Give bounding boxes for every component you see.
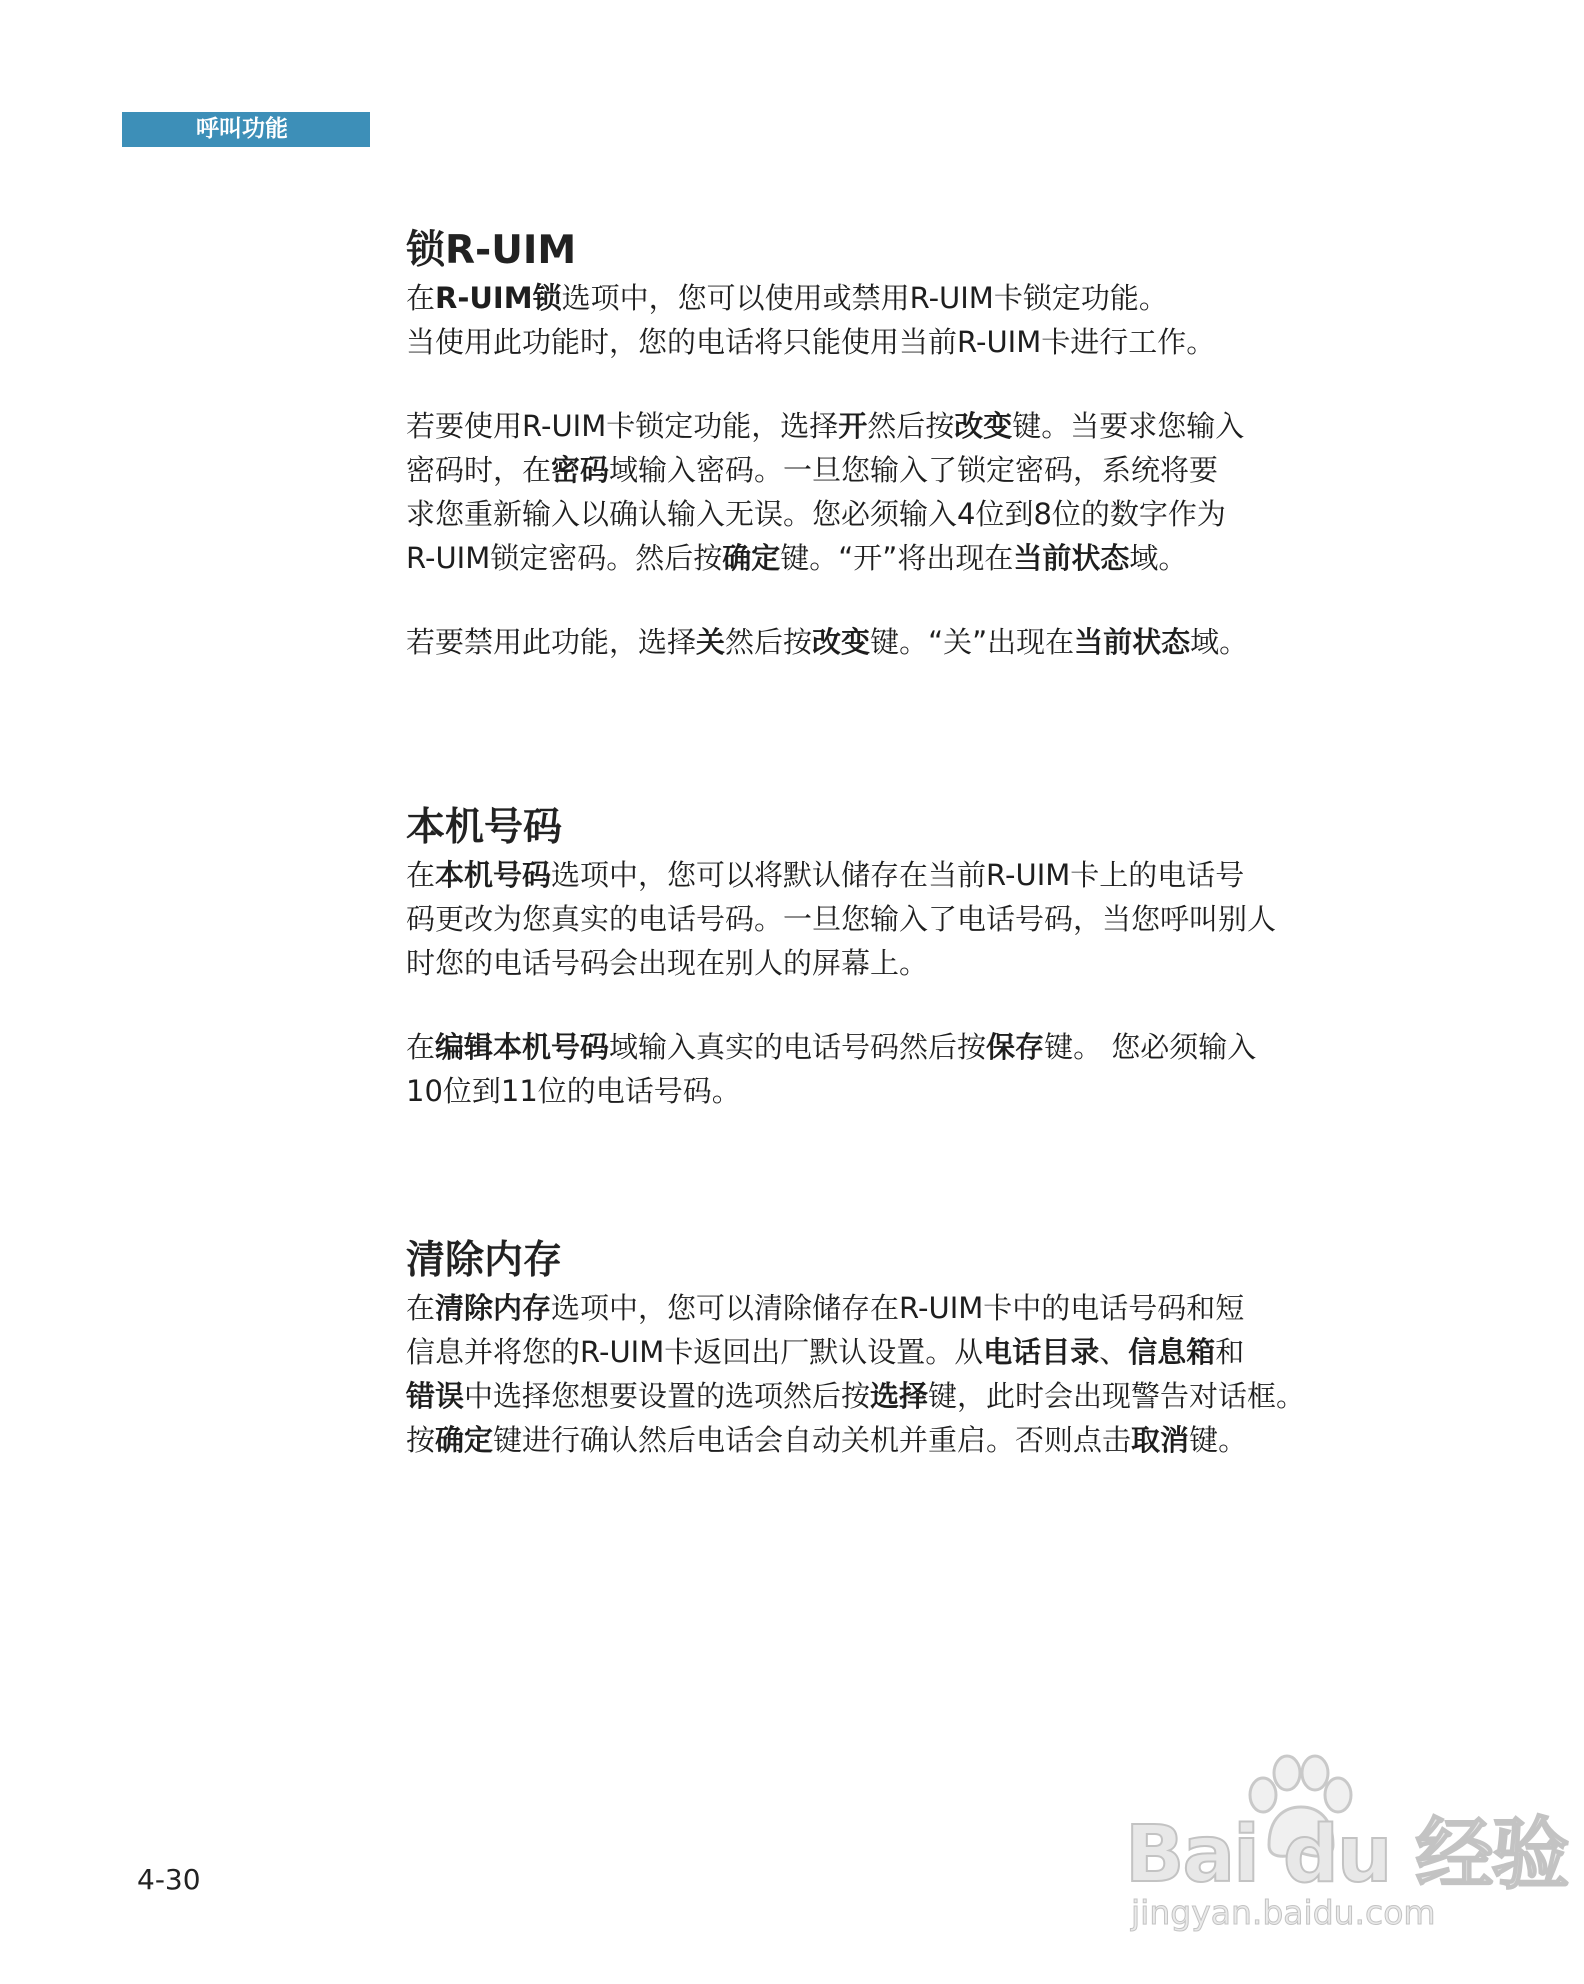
text-run: 时您的电话号码会出现在别人的屏幕上。: [406, 946, 929, 980]
text-run: 选项中，您可以使用或禁用R-UIM卡锁定功能。: [561, 281, 1168, 315]
bold-term: 编辑本机号码: [435, 1030, 610, 1064]
section-tab: [122, 112, 370, 147]
bold-term: 改变: [812, 625, 871, 659]
text-run: 然后按: [725, 625, 813, 659]
bold-term: 开: [838, 409, 868, 443]
page-number: 4-30: [137, 1863, 201, 1896]
text-run: 在: [406, 1291, 436, 1325]
text-run: 中选择您想要设置的选项然后按: [464, 1379, 871, 1413]
section-title: 锁R-UIM: [406, 228, 577, 273]
bold-term: 密码: [551, 453, 610, 487]
section-title: 本机号码: [406, 805, 563, 850]
bold-term: 当前状态: [1074, 625, 1191, 659]
text-run: 在: [406, 858, 436, 892]
bold-term: 信息箱: [1128, 1335, 1216, 1369]
text-run: R-UIM锁定密码。然后按: [406, 541, 723, 575]
watermark-brand: Bai du 经验: [1125, 1810, 1568, 1900]
text-run: 键，此时会出现警告对话框。: [928, 1379, 1306, 1413]
baidu-watermark: [1125, 1745, 1568, 1932]
text-run: 域。: [1129, 541, 1188, 575]
text-run: 键。当要求您输入: [1012, 409, 1245, 443]
body-paragraph: [406, 853, 1436, 985]
text-run: 键。: [1189, 1423, 1248, 1457]
text-run: 域。: [1190, 625, 1249, 659]
bold-term: 选择: [870, 1379, 929, 1413]
body-paragraph: [406, 1025, 1436, 1113]
text-run: 10位到11位的电话号码。: [406, 1074, 741, 1108]
section-lock-ruim: [406, 226, 1436, 664]
bold-term: 确定: [722, 541, 781, 575]
bold-term: R-UIM锁: [435, 281, 562, 315]
bold-term: 本机号码: [435, 858, 552, 892]
text-run: 按: [406, 1423, 436, 1457]
bold-term: 保存: [986, 1030, 1045, 1064]
text-run: 当使用此功能时，您的电话将只能使用当前R-UIM卡进行工作。: [406, 325, 1216, 359]
section-title: 清除内存: [406, 1238, 563, 1283]
text-run: 键。“关”出现在: [870, 625, 1075, 659]
bold-term: 错误: [406, 1379, 465, 1413]
text-run: 域输入密码。一旦您输入了锁定密码，系统将要: [609, 453, 1219, 487]
text-run: 键。 您必须输入: [1044, 1030, 1257, 1064]
text-run: 选项中，您可以将默认储存在当前R-UIM卡上的电话号: [551, 858, 1245, 892]
text-run: 然后按: [867, 409, 955, 443]
body-paragraph: [406, 620, 1436, 664]
bold-term: 取消: [1131, 1423, 1190, 1457]
bold-term: 当前状态: [1013, 541, 1130, 575]
section-tab-label: 呼叫功能: [196, 116, 288, 142]
text-run: 在: [406, 1030, 436, 1064]
text-run: 求您重新输入以确认输入无误。您必须输入4位到8位的数字作为: [406, 497, 1226, 531]
section-clear-memory: [406, 1236, 1436, 1462]
text-run: 码更改为您真实的电话号码。一旦您输入了电话号码，当您呼叫别人: [406, 902, 1277, 936]
text-run: 和: [1215, 1335, 1245, 1369]
bold-term: 关: [696, 625, 726, 659]
text-run: 、: [1099, 1335, 1129, 1369]
body-paragraph: [406, 1286, 1436, 1462]
bold-term: 改变: [954, 409, 1013, 443]
bold-term: 清除内存: [435, 1291, 552, 1325]
text-run: 选项中，您可以清除储存在R-UIM卡中的电话号码和短: [551, 1291, 1245, 1325]
text-run: 键进行确认然后电话会自动关机并重启。否则点击: [493, 1423, 1132, 1457]
section-own-number: [406, 803, 1436, 1113]
text-run: 域输入真实的电话号码然后按: [609, 1030, 987, 1064]
body-paragraph: [406, 276, 1436, 364]
text-run: 键。“开”将出现在: [780, 541, 1014, 575]
text-run: 若要禁用此功能，选择: [406, 625, 697, 659]
text-run: 在: [406, 281, 436, 315]
body-paragraph: [406, 404, 1436, 580]
bold-term: 确定: [435, 1423, 494, 1457]
text-run: 信息并将您的R-UIM卡返回出厂默认设置。从: [406, 1335, 984, 1369]
bold-term: 电话目录: [983, 1335, 1100, 1369]
text-run: 若要使用R-UIM卡锁定功能，选择: [406, 409, 839, 443]
text-run: 密码时，在: [406, 453, 552, 487]
watermark-url: jingyan.baidu.com: [1131, 1893, 1436, 1932]
